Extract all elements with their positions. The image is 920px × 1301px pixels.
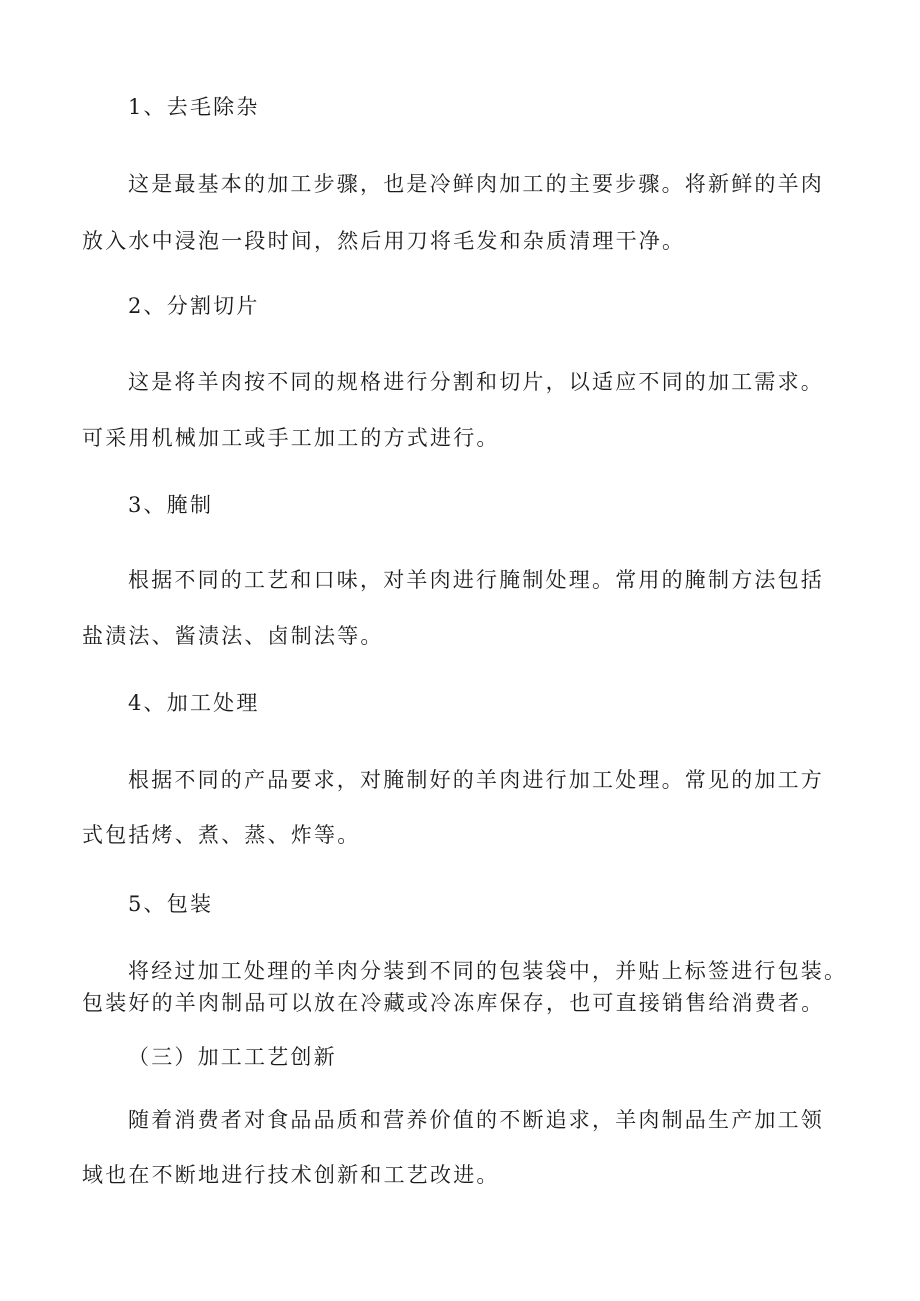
section-4-paragraph-line-2: 式包括烤、煮、蒸、炸等。	[82, 823, 361, 847]
section-1-paragraph-line-1: 这是最基本的加工步骤，也是冷鲜肉加工的主要步骤。将新鲜的羊肉	[128, 172, 824, 196]
section-1-paragraph-line-2: 放入水中浸泡一段时间，然后用刀将毛发和杂质清理干净。	[82, 229, 686, 253]
subsection-title: （三）加工工艺创新	[128, 1045, 337, 1069]
subsection-paragraph-line-2: 域也在不断地进行技术创新和工艺改进。	[82, 1163, 500, 1187]
section-5-paragraph-line-1: 将经过加工处理的羊肉分装到不同的包装袋中，并贴上标签进行包装。	[128, 959, 848, 983]
section-4-heading: 4、加工处理	[128, 691, 260, 715]
section-5-heading: 5、包装	[128, 892, 214, 916]
section-4-paragraph-line-1: 根据不同的产品要求，对腌制好的羊肉进行加工处理。常见的加工方	[128, 768, 824, 792]
section-1-heading: 1、去毛除杂	[128, 95, 260, 119]
section-3-paragraph-line-2: 盐渍法、酱渍法、卤制法等。	[82, 624, 384, 648]
section-5-paragraph-line-2: 包装好的羊肉制品可以放在冷藏或冷冻库保存，也可直接销售给消费者。	[82, 991, 825, 1015]
section-2-paragraph-line-2: 可采用机械加工或手工加工的方式进行。	[82, 426, 500, 450]
section-2-paragraph-line-1: 这是将羊肉按不同的规格进行分割和切片，以适应不同的加工需求。	[128, 370, 824, 394]
subsection-paragraph-line-1: 随着消费者对食品品质和营养价值的不断追求，羊肉制品生产加工领	[128, 1108, 824, 1132]
section-3-paragraph-line-1: 根据不同的工艺和口味，对羊肉进行腌制处理。常用的腌制方法包括	[128, 568, 824, 592]
section-3-heading: 3、腌制	[128, 493, 214, 517]
section-2-heading: 2、分割切片	[128, 294, 260, 318]
